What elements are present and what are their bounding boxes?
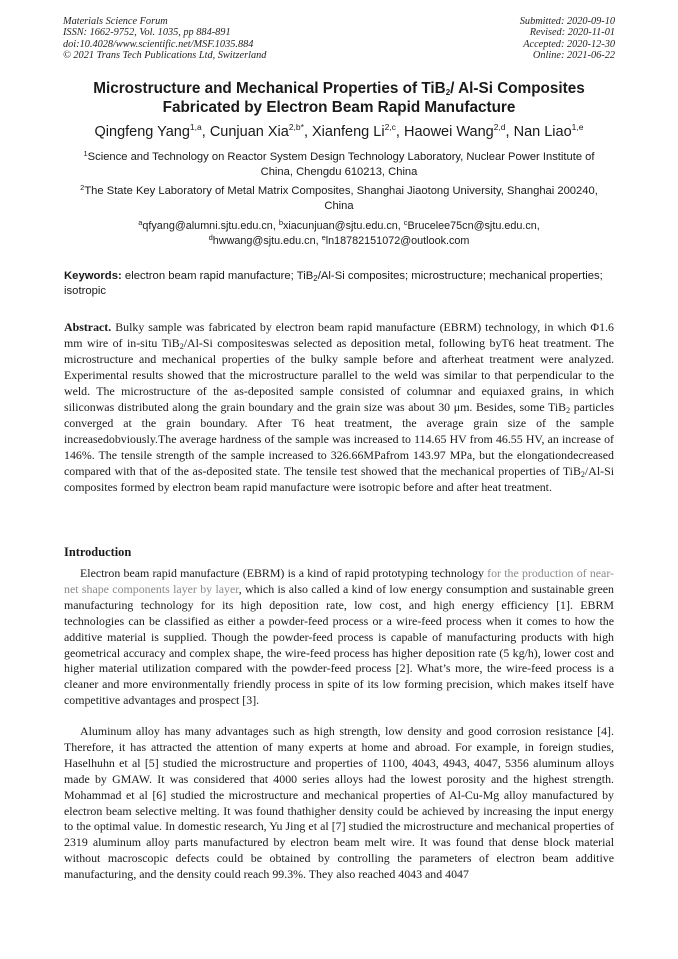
email-link[interactable]: ln18782151072@outlook.com xyxy=(325,235,470,247)
section-heading-introduction: Introduction xyxy=(64,545,132,559)
issn: ISSN: 1662-9752, Vol. 1035, pp 884-891 xyxy=(63,27,231,39)
copyright: © 2021 Trans Tech Publications Ltd, Switzerland xyxy=(63,49,267,61)
header-right xyxy=(520,16,615,61)
email-line-1: $^a$qfyang@alumni.sjtu.edu.cn, $^b$xiacunjuan@sjtu.edu.cn, $^c$Brucelee75cn@sjtu.edu.cn, xyxy=(138,218,540,232)
title-line-1: Microstructure and Mechanical Properties of TiB$_2$/ Al-Si Composites xyxy=(93,80,585,97)
submitted-date: Submitted: 2020-09-10 xyxy=(519,16,615,27)
author-emails xyxy=(60,219,618,249)
email-link[interactable]: xiacunjuan@sjtu.edu.cn xyxy=(282,220,398,232)
email-link[interactable]: qfyang@alumni.sjtu.edu.cn xyxy=(142,220,273,232)
email-link[interactable]: Brucelee75cn@sjtu.edu.cn xyxy=(407,220,537,232)
journal-name: Materials Science Forum xyxy=(63,16,168,27)
author: Qingfeng Yang$^{1,a}$ xyxy=(94,122,202,140)
affiliation-2: $^2$The State Key Laboratory of Metal Matrix Composites, Shanghai Jiaotong University, Shanghai 200240, China xyxy=(80,183,598,212)
doi: doi:10.4028/www.scientific.net/MSF.1035.884 xyxy=(63,38,254,50)
intro-paragraph-1: Electron beam rapid manufacture (EBRM) is a kind of rapid prototyping technology for the production of near-net shape components layer by layer, which is also called a kind of low energy consumption and sustainable green manufacturing technology for its high deposition rate, low cost, and high energy efficiency [1]. EBRM technologies can be classified as either a powder-feed process or a wire-feed process when it comes to how the additive material is supplied. Though the powder-feed process is capable of manufacturing products with high geometrical accuracy and complex shape, the wire-feed process has higher deposition rate (5 kg/h), lower cost and higher material utilization compared with the powder-feed process [2]. What’s more, the wire-feed process is a cleaner and more environmentally friendly process in spite of its low forming precision, which makes itself have competitive advantages and prospect [3]. xyxy=(64,566,614,708)
intro-paragraph-2: Aluminum alloy has many advantages such as high strength, low density and good corrosion resistance [4]. Therefore, it has attracted the attention of many experts at home and abroad. For example, in foreign studies, Haselhuhn et al [5] studied the microstructure and properties of 1100, 4043, 4943, 4047, 5356 aluminum alloys made by GMAW. It was considered that 4000 series alloys had the lowest porosity and the highest strength. Mohammad et al [6] studied the microstructure and mechanical properties of Al-Cu-Mg alloy manufactured by electron beam selective melting. It was found thathigher density could be achieved by increasing the input energy to the optimal value. In domestic research, Yu Jing et al [7] studied the microstructure and mechanical properties of 2319 aluminum alloy parts manufactured by electron beam melt wire. It was found that dense block material without macroscopic defects could be obtained by controlling the parameters of electron beam additive manufacturing, and the density could reach 99.3%. They also reached 4043 and 4047 xyxy=(64,724,614,882)
author-list: Qingfeng Yang$^{1,a}$, Cunjuan Xia$^{2,b*}$, Xianfeng Li$^{2,c}$, Haowei Wang$^{2,d}$, Nan Liao$^{1,e}$ xyxy=(94,122,584,140)
paper-title xyxy=(40,80,638,117)
journal-header xyxy=(63,16,615,66)
affiliation-1: $^1$Science and Technology on Reactor System Design Technology Laboratory, Nuclear Power Institute of China, Chengdu 610213, China xyxy=(83,149,595,178)
keywords: Keywords: electron beam rapid manufacture; TiB$_2$/Al-Si composites; microstructure; mechanical properties; isotropic xyxy=(64,270,603,297)
author: Xianfeng Li$^{2,c}$ xyxy=(312,122,396,140)
email-line-2: $^d$hwwang@sjtu.edu.cn, $^e$ln18782151072@outlook.com xyxy=(208,233,470,247)
author: Haowei Wang$^{2,d}$ xyxy=(403,122,506,140)
abstract-label: Abstract. xyxy=(64,320,112,334)
revised-date: Revised: 2020-11-01 xyxy=(529,27,615,39)
author: Cunjuan Xia$^{2,b*}$ xyxy=(209,122,304,140)
header-left xyxy=(63,16,266,61)
title-line-2: Fabricated by Electron Beam Rapid Manufacture xyxy=(162,98,516,116)
abstract: Abstract. Bulky sample was fabricated by electron beam rapid manufacture (EBRM) technology, in which Φ1.6 mm wire of in-situ TiB$_2$/Al-Si compositeswas selected as deposition metal, following byT6 heat treatment. The microstructure and mechanical properties of the bulky sample before and afterheat treatment were analyzed. Experimental results showed that the microstructure parallel to the weld was similar to that perpendicular to the weld. The microstructure of the as-deposited sample consisted of columnar and equiaxed grains, in which siliconwas distributed along the grain boundary and the grain size was about 30 μm. Besides, some TiB$_2$ particles converged at the grain boundary. After T6 heat treatment, the average grain size of the sample increasedobviously.The average hardness of the sample was increased to 114.65 HV from 46.55 HV, an increase of 146%. The tensile strength of the sample increased to 326.66MPafrom 143.97 MPa, but the elongationdecreased compared with that of the as-deposited state. The tensile test showed that the mechanical properties of TiB$_2$/Al-Si composites formed by electron beam rapid manufacture were isotropic before and after heat treatment. xyxy=(64,320,614,494)
author: Nan Liao$^{1,e}$ xyxy=(513,122,584,140)
accepted-date: Accepted: 2020-12-30 xyxy=(523,38,615,50)
email-link[interactable]: hwwang@sjtu.edu.cn xyxy=(212,235,316,247)
keywords-label: Keywords: xyxy=(64,270,122,282)
online-date: Online: 2021-06-22 xyxy=(532,49,615,61)
